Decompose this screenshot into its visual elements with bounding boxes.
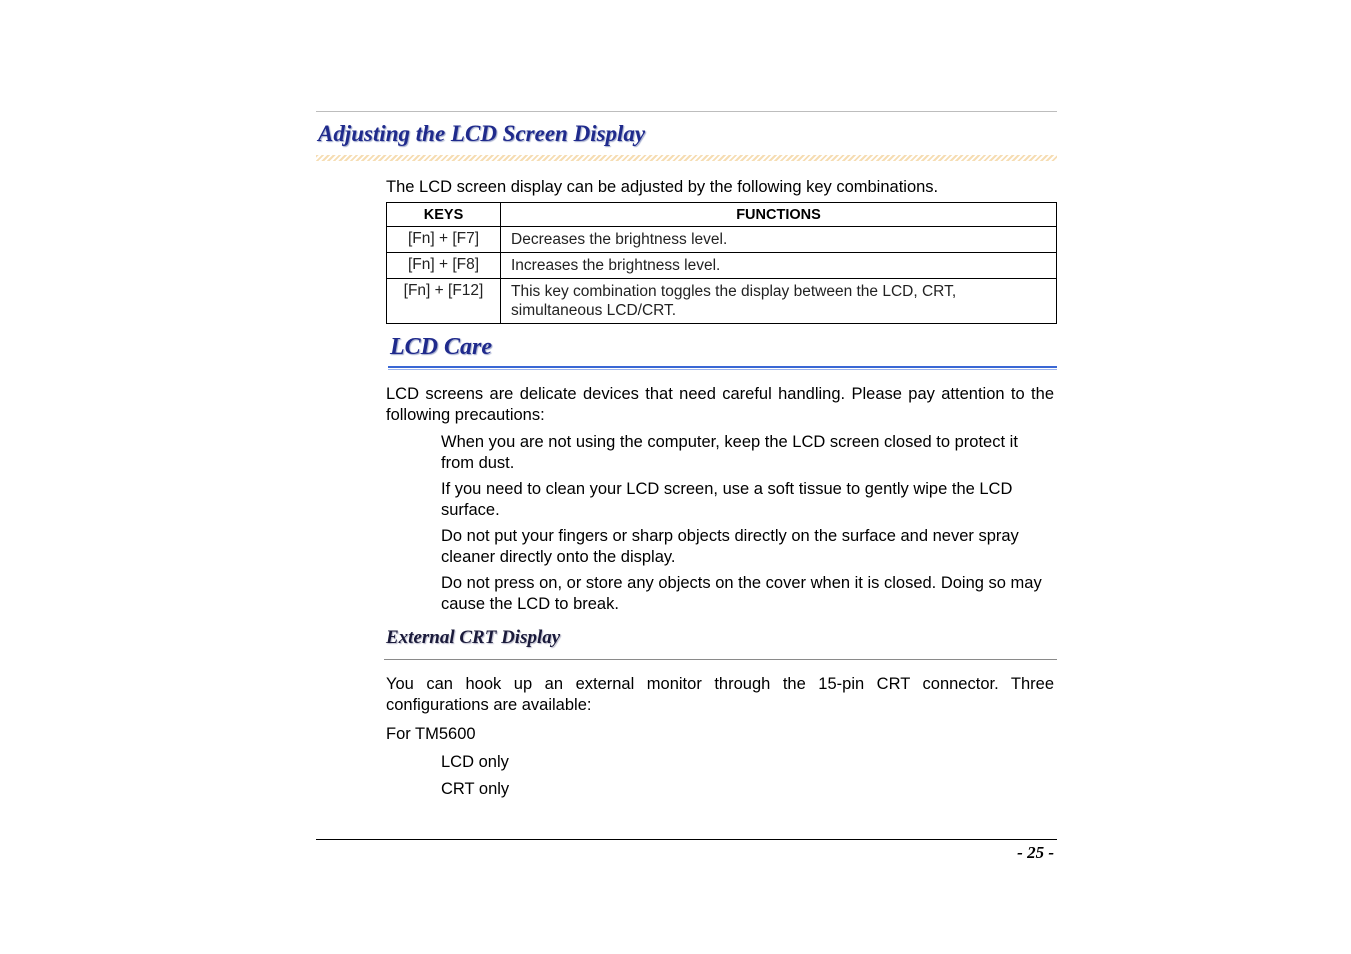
section-title-lcd-display: Adjusting the LCD Screen Display: [318, 121, 646, 146]
precaution-item: Do not press on, or store any objects on the cover when it is closed. Doing so may cause the LCD to break.: [441, 574, 1042, 613]
section-title-lcd-care: LCD Care: [390, 334, 492, 360]
table-row: [387, 279, 1057, 324]
top-divider: [316, 111, 1057, 112]
precaution-item: When you are not using the computer, keep the LCD screen closed to protect it from dust.: [441, 433, 1018, 472]
precaution-item: Do not put your fingers or sharp objects directly on the surface and never spray cleaner directly onto the display.: [441, 527, 1019, 566]
keys-column-header: KEYS: [387, 203, 501, 227]
key-combinations-table: [386, 202, 1057, 324]
function-cell: This key combination toggles the display between the LCD, CRT, simultaneous LCD/CRT.: [501, 279, 1057, 324]
section-title-underline: [316, 155, 1057, 161]
key-cell: [Fn] + [F12]: [387, 279, 501, 324]
external-crt-underline: [384, 659, 1057, 660]
key-cell: [Fn] + [F8]: [387, 253, 501, 279]
lcd-display-intro: The LCD screen display can be adjusted by the following key combinations.: [386, 178, 939, 196]
page-number: - 25 -: [1017, 843, 1054, 862]
precaution-item: If you need to clean your LCD screen, use a soft tissue to gently wipe the LCD surface.: [441, 480, 1013, 519]
table-row: [387, 253, 1057, 279]
configuration-item: LCD only: [441, 753, 509, 771]
external-crt-intro: You can hook up an external monitor through the 15-pin CRT connector. Three configurations are available:: [386, 675, 1054, 714]
key-cell: [Fn] + [F7]: [387, 227, 501, 253]
lcd-care-underline: [388, 366, 1057, 370]
section-title-external-crt: External CRT Display: [386, 627, 561, 648]
model-label: For TM5600: [386, 725, 476, 743]
table-row: [387, 227, 1057, 253]
footer-divider: [316, 839, 1057, 840]
configuration-item: CRT only: [441, 780, 510, 798]
table-header-row: [387, 203, 1057, 227]
function-cell: Decreases the brightness level.: [501, 227, 1057, 253]
lcd-care-intro: LCD screens are delicate devices that need careful handling. Please pay attention to the following precautions:: [386, 385, 1054, 424]
function-cell: Increases the brightness level.: [501, 253, 1057, 279]
functions-column-header: FUNCTIONS: [501, 203, 1057, 227]
